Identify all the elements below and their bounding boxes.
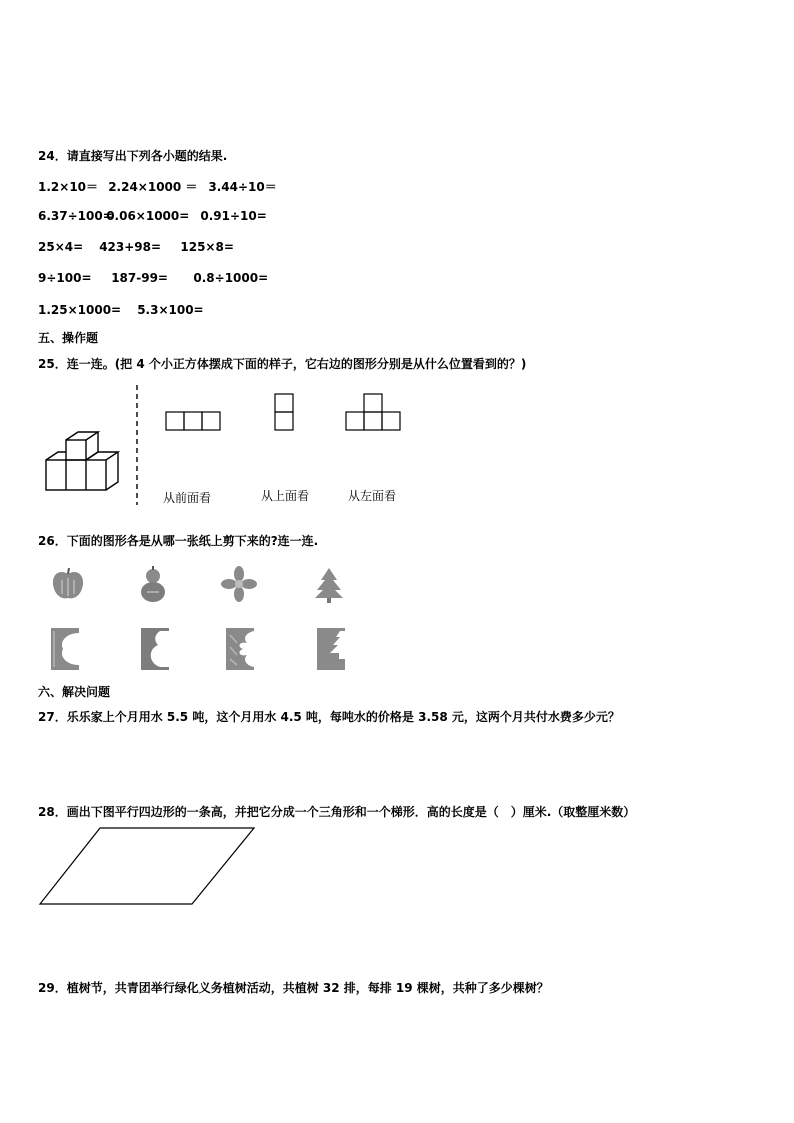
paper-cutout-4	[316, 627, 348, 671]
calc-item: 0.8÷1000=	[193, 271, 269, 285]
q25-title: 25．连一连。(把 4 个小正方体摆成下面的样子，它右边的图形分别是从什么位置看到的？)	[38, 357, 527, 371]
gourd-icon	[138, 566, 168, 604]
calc-item: 9÷100=	[38, 271, 92, 285]
calc-item: 0.06×1000=	[106, 209, 190, 223]
calc-item: 1.2×10＝	[38, 180, 99, 194]
q29-text: 29．植树节，共青团举行绿化义务植树活动，共植树 32 排，每排 19 棵树，共种了多少棵树？	[38, 981, 549, 995]
view-top-figure	[274, 393, 296, 433]
tree-icon	[313, 566, 345, 604]
parallelogram-figure	[38, 826, 258, 908]
dashed-divider	[135, 385, 139, 505]
caption-front: 从前面看	[163, 491, 212, 505]
calc-item: 1.25×1000=	[38, 303, 122, 317]
caption-top: 从上面看	[261, 489, 310, 503]
calc-row-1	[38, 178, 277, 195]
q24-title: 24．请直接写出下列各小题的结果.	[38, 149, 228, 163]
paper-cutout-1	[50, 627, 82, 671]
q26-title: 26．下面的图形各是从哪一张纸上剪下来的?连一连.	[38, 534, 319, 548]
section-title-5: 五、操作题	[38, 331, 99, 345]
calc-row-2	[38, 209, 267, 223]
calc-item: 125×8=	[180, 240, 234, 254]
calc-item: 5.3×100=	[137, 303, 204, 317]
calc-item: 3.44÷10＝	[208, 180, 277, 194]
calc-item: 2.24×1000 ＝	[108, 180, 198, 194]
apple-icon	[50, 566, 86, 602]
paper-cutout-3	[225, 627, 257, 671]
calc-item: 6.37÷100=	[38, 209, 113, 223]
calc-row-5	[38, 303, 204, 317]
flower-icon	[221, 566, 257, 602]
calc-item: 423+98=	[99, 240, 162, 254]
view-left-figure	[345, 393, 402, 433]
q27-text: 27．乐乐家上个月用水 5.5 吨，这个月用水 4.5 吨，每吨水的价格是 3.58 元，这两个月共付水费多少元？	[38, 710, 620, 724]
q28-text: 28．画出下图平行四边形的一条高，并把它分成一个三角形和一个梯形．高的长度是（ ）厘米.（取整厘米数）	[38, 805, 636, 819]
caption-left: 从左面看	[348, 489, 397, 503]
calc-item: 187-99=	[111, 271, 168, 285]
cube-stack-figure	[44, 430, 126, 492]
calc-row-4	[38, 271, 268, 285]
calc-row-3	[38, 240, 234, 254]
calc-item: 25×4=	[38, 240, 84, 254]
calc-item: 0.91÷10=	[200, 209, 267, 223]
section-title-6: 六、解决问题	[38, 685, 111, 699]
view-front-figure	[165, 411, 222, 431]
paper-cutout-2	[140, 627, 172, 671]
